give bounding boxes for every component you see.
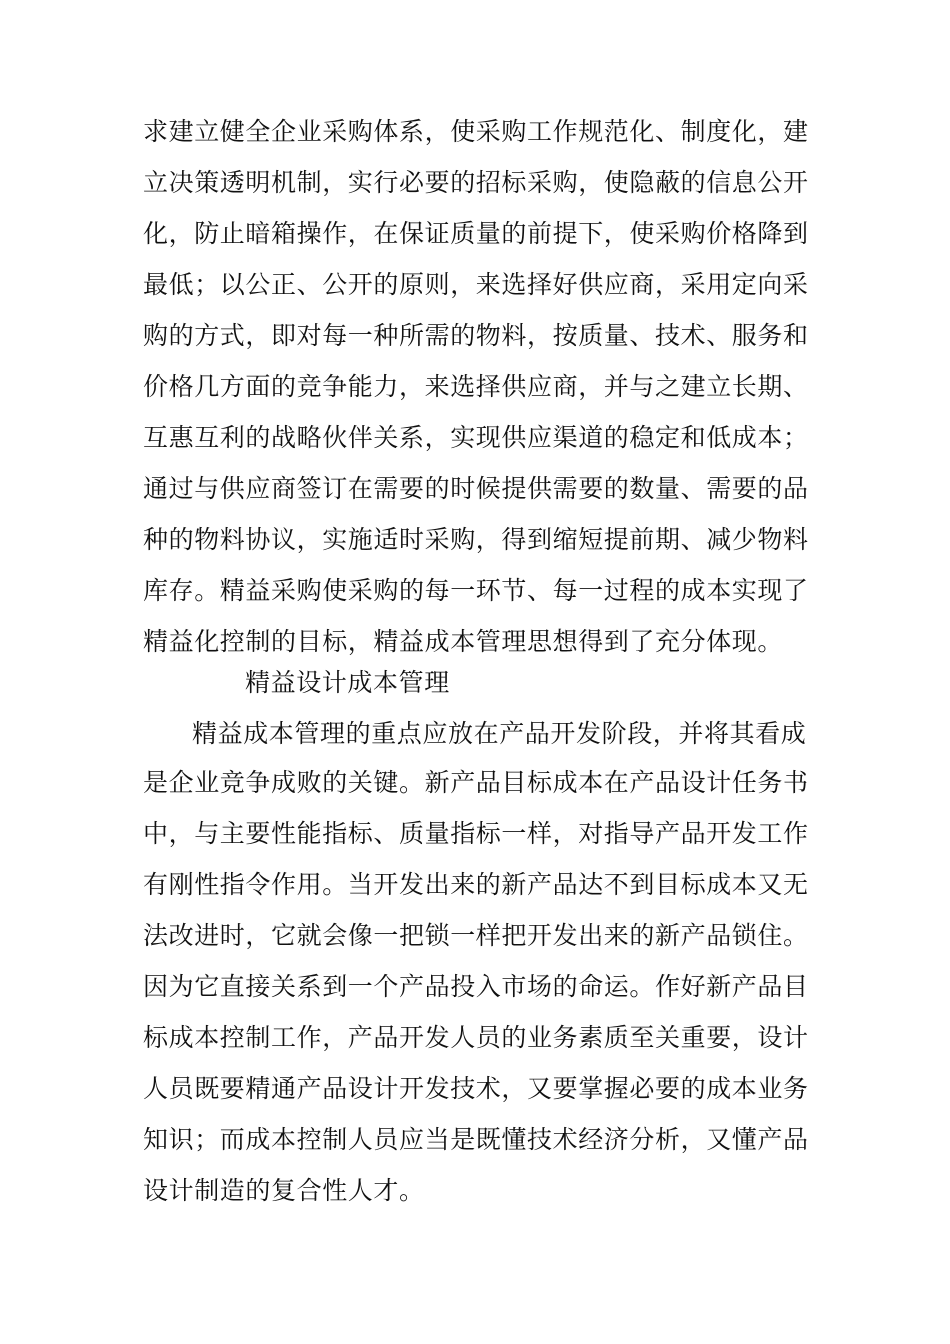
paragraph-2-line-7: 标成本控制工作，产品开发人员的业务素质至关重要，设计 — [143, 1023, 809, 1052]
paragraph-2-line-9: 知识；而成本控制人员应当是既懂技术经济分析，又懂产品 — [143, 1125, 809, 1154]
paragraph-2-line-5: 法改进时，它就会像一把锁一样把开发出来的新产品锁住。 — [143, 921, 809, 950]
paragraph-1-line-7: 互惠互利的战略伙伴关系，实现供应渠道的稳定和低成本； — [143, 423, 809, 452]
paragraph-1-line-1: 求建立健全企业采购体系，使采购工作规范化、制度化，建 — [143, 117, 809, 146]
paragraph-1-line-8: 通过与供应商签订在需要的时候提供需要的数量、需要的品 — [143, 474, 809, 503]
paragraph-1-line-5: 购的方式，即对每一种所需的物料，按质量、技术、服务和 — [143, 321, 809, 350]
section-heading: 精益设计成本管理 — [245, 668, 450, 697]
paragraph-2-line-4: 有刚性指令作用。当开发出来的新产品达不到目标成本又无 — [143, 870, 809, 899]
paragraph-2-line-2: 是企业竞争成败的关键。新产品目标成本在产品设计任务书 — [143, 768, 809, 797]
paragraph-1-line-11: 精益化控制的目标，精益成本管理思想得到了充分体现。 — [143, 627, 784, 656]
paragraph-1-line-2: 立决策透明机制，实行必要的招标采购，使隐蔽的信息公开 — [143, 168, 809, 197]
paragraph-2-line-3: 中，与主要性能指标、质量指标一样，对指导产品开发工作 — [143, 819, 809, 848]
paragraph-1-line-10: 库存。精益采购使采购的每一环节、每一过程的成本实现了 — [143, 576, 809, 605]
paragraph-2-line-6: 因为它直接关系到一个产品投入市场的命运。作好新产品目 — [143, 972, 809, 1001]
paragraph-1-line-3: 化，防止暗箱操作，在保证质量的前提下，使采购价格降到 — [143, 219, 809, 248]
paragraph-2-line-8: 人员既要精通产品设计开发技术，又要掌握必要的成本业务 — [143, 1074, 809, 1103]
paragraph-1-line-6: 价格几方面的竞争能力，来选择供应商，并与之建立长期、 — [143, 372, 809, 401]
paragraph-1-line-9: 种的物料协议，实施适时采购，得到缩短提前期、减少物料 — [143, 525, 809, 554]
paragraph-2-line-1: 精益成本管理的重点应放在产品开发阶段，并将其看成 — [192, 719, 807, 748]
paragraph-2-line-10: 设计制造的复合性人才。 — [143, 1176, 425, 1205]
paragraph-1-line-4: 最低；以公正、公开的原则，来选择好供应商，采用定向采 — [143, 270, 809, 299]
